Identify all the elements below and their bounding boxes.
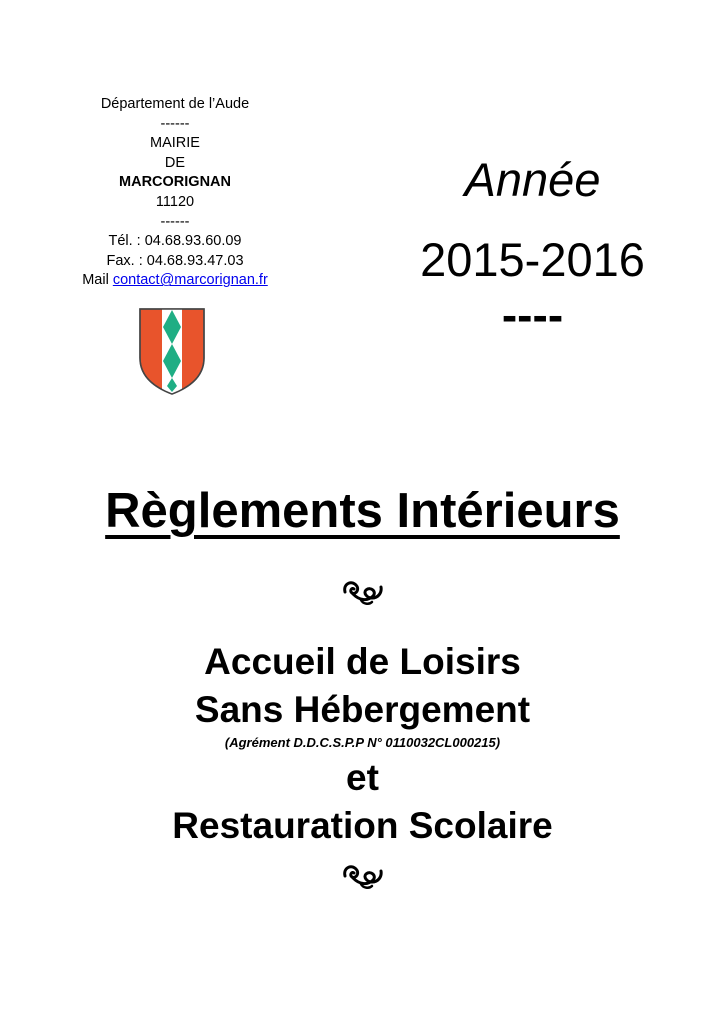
year-label: Année <box>464 153 601 206</box>
year-block <box>390 150 675 340</box>
floral-ornament-icon <box>341 578 385 608</box>
letterhead <box>40 95 310 291</box>
department-text: Département de l’Aude <box>100 96 250 112</box>
mairie-text: MAIRIE <box>150 135 200 152</box>
conjunction-text: et <box>346 757 379 798</box>
section-line-1: Accueil de Loisirs <box>204 641 521 682</box>
floral-ornament-icon <box>341 862 385 892</box>
phone-text: Tél. : 04.68.93.60.09 <box>108 233 242 250</box>
page-title <box>0 478 725 544</box>
agrement-text: (Agrément D.D.C.S.P.P N° 0110032CL000215) <box>224 735 501 750</box>
separator-text: ------ <box>160 213 190 230</box>
page-title-text: Règlements Intérieurs <box>105 484 620 538</box>
fax-text: Fax. : 04.68.93.47.03 <box>106 252 244 269</box>
floral-ornament-icon <box>0 578 725 615</box>
program-section <box>0 638 725 850</box>
year-dashes: ---- <box>501 289 564 341</box>
mail-label: Mail <box>82 272 113 289</box>
section-line-2: Sans Hébergement <box>194 689 531 730</box>
town-name: MARCORIGNAN <box>119 174 231 191</box>
postcode-text: 11120 <box>155 193 195 210</box>
floral-ornament-icon <box>0 862 725 899</box>
separator-text: ------ <box>160 115 190 132</box>
school-year: 2015-2016 <box>420 233 645 286</box>
section-line-3: Restauration Scolaire <box>172 805 553 846</box>
de-text: DE <box>164 154 186 171</box>
mail-line <box>40 271 310 291</box>
mail-link[interactable]: contact@marcorignan.fr <box>112 272 268 289</box>
coat-of-arms-icon <box>138 306 206 396</box>
